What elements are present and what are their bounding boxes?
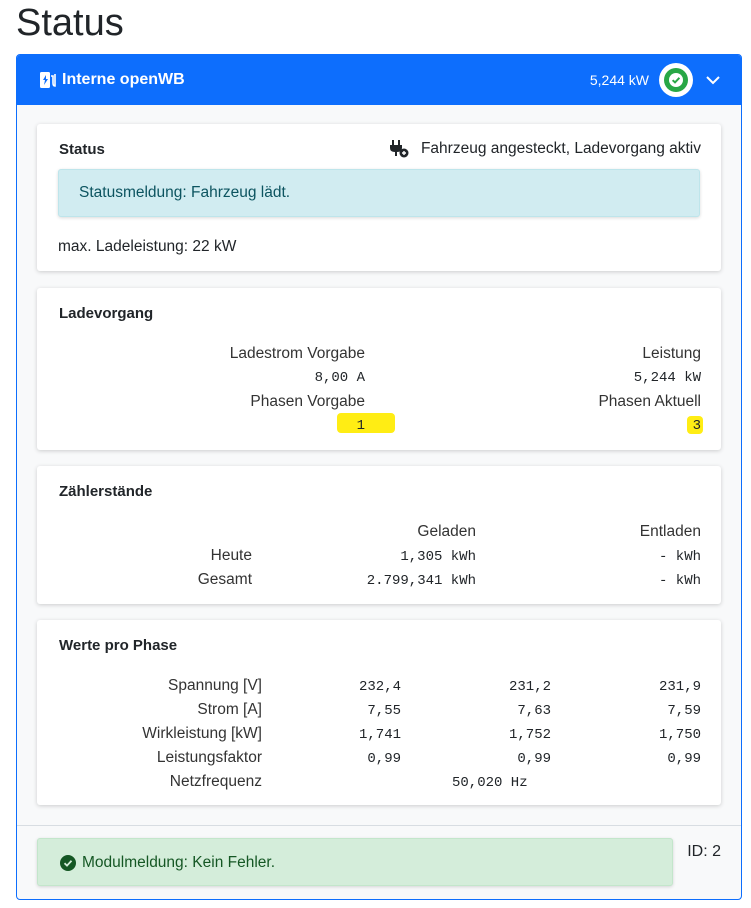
col-charged: Geladen	[417, 523, 476, 540]
phase-value-l1: 7,55	[367, 703, 401, 719]
check-circle-icon	[659, 63, 693, 97]
charge-point-name: Interne openWB	[62, 71, 185, 88]
phase-row-label: Leistungsfaktor	[156, 749, 262, 766]
meter-card	[37, 466, 721, 604]
footer-divider	[17, 825, 741, 826]
header-power: 5,244 kW	[589, 72, 649, 88]
current-target-label: Ladestrom Vorgabe	[229, 345, 365, 362]
meter-card-title: Zählerstände	[59, 483, 153, 500]
phase-card-title: Werte pro Phase	[59, 637, 178, 654]
meter-row-label: Gesamt	[197, 571, 252, 588]
power-value: 5,244 kW	[633, 370, 701, 386]
module-message-text: Modulmeldung: Kein Fehler.	[82, 854, 276, 871]
phases-actual-label: Phasen Aktuell	[598, 393, 701, 410]
plug-icon	[389, 139, 409, 159]
meter-row-charged: 1,305 kWh	[400, 549, 476, 565]
charge-point-panel	[16, 54, 742, 900]
status-card	[37, 124, 721, 271]
meter-row-discharged: - kWh	[658, 573, 701, 589]
phase-value-l1: 232,4	[358, 679, 401, 695]
phase-value-l1: 0,99	[367, 751, 401, 767]
phase-value-l2: 231,2	[508, 679, 551, 695]
meter-row-charged: 2.799,341 kWh	[366, 573, 476, 589]
check-circle-icon	[60, 855, 76, 871]
status-message	[58, 169, 700, 217]
col-discharged: Entladen	[639, 523, 701, 540]
current-target-value: 8,00 A	[314, 370, 365, 386]
phase-row-label: Strom [A]	[197, 701, 262, 718]
panel-header[interactable]	[17, 55, 741, 105]
max-power: max. Ladeleistung: 22 kW	[58, 238, 237, 255]
phase-value-l3: 1,750	[658, 727, 701, 743]
frequency-label: Netzfrequenz	[169, 773, 262, 790]
status-message-text: Statusmeldung: Fahrzeug lädt.	[79, 184, 291, 201]
phase-value-l2: 7,63	[517, 703, 551, 719]
meter-row-discharged: - kWh	[658, 549, 701, 565]
charge-card-title: Ladevorgang	[59, 305, 154, 322]
chevron-down-icon[interactable]	[705, 72, 721, 88]
page-title: Status	[16, 2, 124, 44]
plug-state: Fahrzeug angesteckt, Ladevorgang aktiv	[420, 140, 701, 157]
phase-row-label: Wirkleistung [kW]	[142, 725, 262, 742]
phase-value-l3: 0,99	[667, 751, 701, 767]
phase-row-label: Spannung [V]	[168, 677, 262, 694]
frequency-value: 50,020 Hz	[452, 775, 528, 791]
phase-value-l1: 1,741	[358, 727, 401, 743]
phase-value-l2: 1,752	[508, 727, 551, 743]
power-label: Leistung	[642, 345, 701, 362]
phases-target-value: 1	[356, 418, 365, 434]
status-card-title: Status	[59, 141, 105, 158]
module-message	[37, 838, 673, 886]
charge-point-id: ID: 2	[687, 843, 721, 860]
charging-station-icon	[39, 70, 57, 90]
phase-value-l2: 0,99	[517, 751, 551, 767]
phases-target-label: Phasen Vorgabe	[250, 393, 365, 410]
charge-card	[37, 288, 721, 450]
phase-value-l3: 231,9	[658, 679, 701, 695]
phase-value-l3: 7,59	[667, 703, 701, 719]
phases-actual-value: 3	[692, 418, 701, 434]
phase-card	[37, 620, 721, 805]
meter-row-label: Heute	[210, 547, 252, 564]
highlight-mark	[337, 413, 395, 433]
